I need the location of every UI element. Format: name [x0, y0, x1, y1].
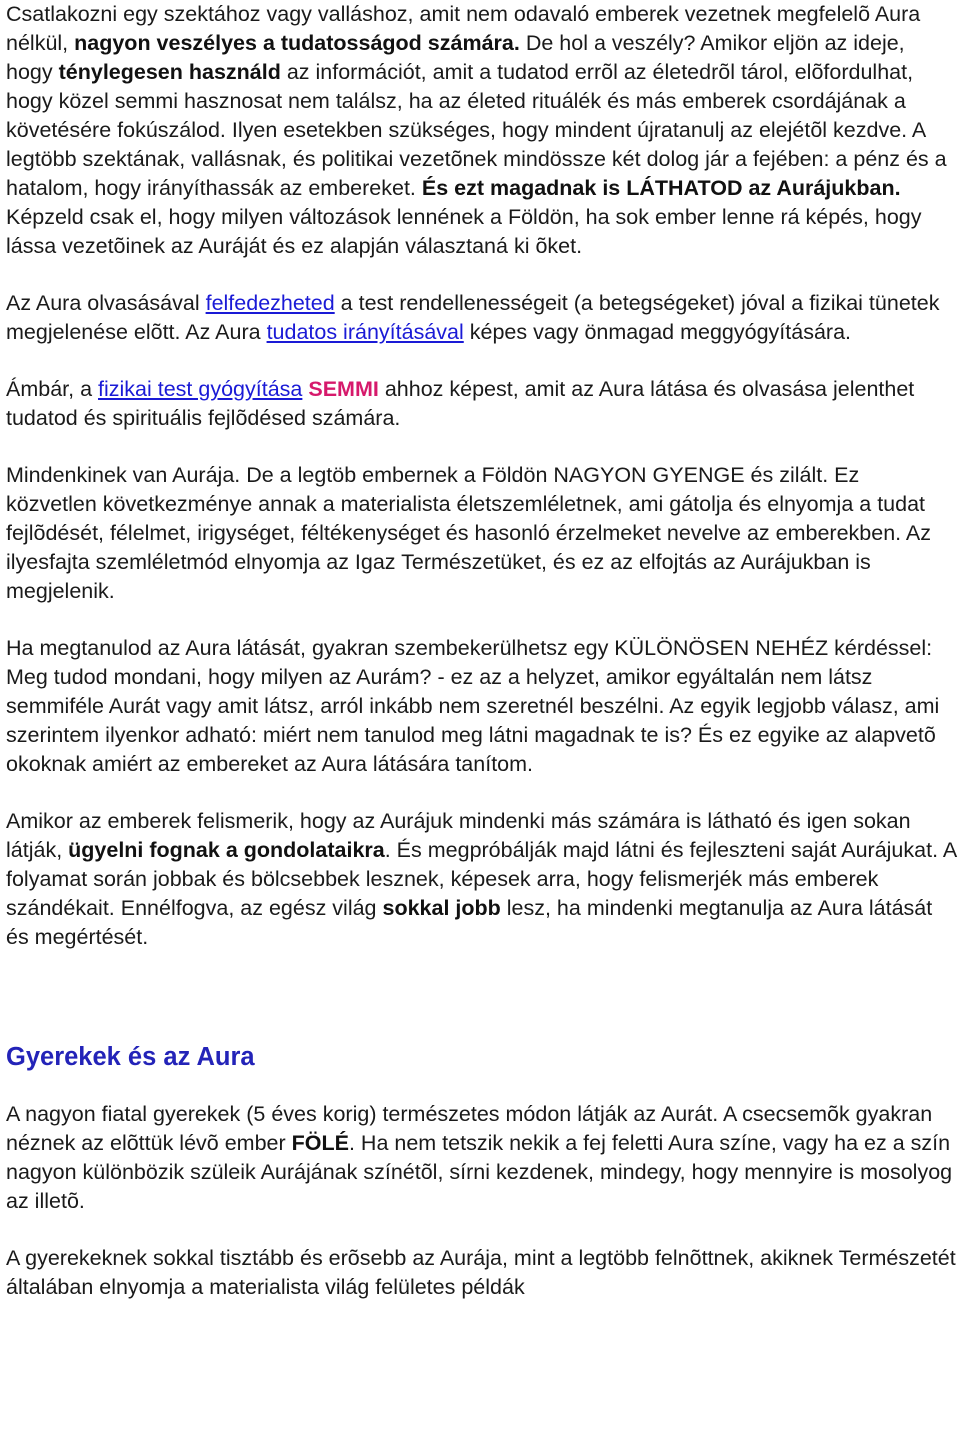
link-fizikai-test-gyogyitasa[interactable]: fizikai test gyógyítása [98, 377, 303, 401]
text-span: Ámbár, a [6, 377, 99, 401]
text-span: ahhoz képest, amit az Aura látása és olvasása jelenthet tudatod és spirituális fejlõdésed számára. [6, 377, 915, 430]
paragraph-hard-question: Ha megtanulod az Aura látását, gyakran szembekerülhetsz egy KÜLÖNÖSEN NEHÉZ kérdéssel: Meg tudod mondani, hogy milyen az Aurám? - ez az a helyzet, amikor egyáltalán nem látsz semmiféle Aurát vagy amit látsz, arról inkább nem szeretnél beszélni. Az egyik legjobb válasz, ami szerintem ilyenkor adható: miért nem tanulod meg látni magadnak te is? És ez egyike az alapvetõ okoknak amiért az embereket az Aura látására tanítom. [6, 636, 940, 776]
link-tudatos-iranyitasaval[interactable]: tudatos irányításával [266, 320, 464, 344]
paragraph-aura-reading [6, 289, 956, 347]
bold-text: És ezt magadnak is LÁTHATOD az Aurájukban. [421, 176, 901, 200]
text-span: képes vagy önmagad meggyógyítására. [463, 320, 851, 344]
text-span: a test rendellenességeit (a betegségeket) jóval a fizikai tünetek megjelenése elõtt. Az Aura [6, 291, 940, 344]
text-span: Csatlakozni egy szektához vagy valláshoz, amit nem odavaló emberek vezetnek megfelelõ Aura nélkül, [6, 2, 921, 55]
text-span: Az Aura olvasásával [6, 291, 206, 315]
text-span: . Ha nem tetszik nekik a fej feletti Aura színe, vagy ha ez a szín nagyon különbözik szüleik Aurájának színétõl, sírni kezdenek, mindegy, hogy mennyire is mosolyog az illetõ. [6, 1131, 953, 1213]
text-span: A nagyon fiatal gyerekek (5 éves korig) természetes módon látják az Aurát. A csecsemõk gyakran néznek az elõttük lévõ ember [6, 1102, 933, 1155]
bold-text: nagyon veszélyes a tudatosságod számára. [74, 31, 520, 55]
paragraph-healing [6, 375, 956, 433]
bold-text: ügyelni fognak a gondolataikra [68, 838, 385, 862]
bold-text: FÖLÉ [291, 1131, 349, 1155]
link-felfedezheted[interactable]: felfedezheted [205, 291, 335, 315]
paragraph-recognition [6, 807, 956, 952]
text-span: . És megpróbálják majd látni és fejleszteni saját Aurájukat. A folyamat során jobbak és bölcsebbek lesznek, képesek arra, hogy felismerjék más emberek szándékait. Ennélfogva, az egész világ [6, 838, 956, 920]
paragraph-children-aura: A gyerekeknek sokkal tisztább és erõsebb az Aurája, mint a legtöbb felnõttnek, akiknek Természetét általában elnyomja a materialista világ felületes példák [6, 1246, 956, 1299]
text-span: Képzeld csak el, hogy milyen változások lennének a Földön, ha sok ember lenne rá képés, hogy lássa vezetõinek az Auráját és ez alapján választaná ki õket. [6, 205, 922, 258]
paragraph-children [6, 1100, 956, 1216]
bold-text: sokkal jobb [382, 896, 501, 920]
text-span: az információt, amit a tudatod errõl az életedrõl tárol, elõfordulhat, hogy közel semmi hasznosat nem találsz, ha az életed rituálék és más emberek csordájának a követésére fokúszálod. Ilyen esetekben szükséges, hogy mindent újratanulj az elejétõl kezdve. A legtöbb szektának, vallásnak, és politikai vezetõnek mindössze két dolog jár a fejében: a pénz és a hatalom, hogy irányíthassák az embereket. [6, 60, 947, 200]
text-span: De hol a veszély? Amikor eljön az ideje, hogy [6, 31, 905, 84]
emphasis-text: SEMMI [308, 377, 379, 401]
text-span: Amikor az emberek felismerik, hogy az Aurájuk mindenki más számára is látható és igen sokan látják, [6, 809, 911, 862]
paragraph-everyone-has-aura: Mindenkinek van Aurája. De a legtöb embernek a Földön NAGYON GYENGE és zilált. Ez közvetlen következménye annak a materialista életszemléletnek, ami gátolja és elnyomja a tudat fejlõdését, félelmet, irigységet, féltékenységet és hasonló érzelmeket nevelve az emberekben. Az ilyesfajta szemléletmód elnyomja az Igaz Természetüket, és ez az elfojtás az Aurájukban is megjelenik. [6, 463, 932, 603]
section-heading: Gyerekek és az Aura [6, 1043, 255, 1071]
bold-text: ténylegesen használd [58, 60, 281, 84]
paragraph-cults-warning [6, 0, 956, 261]
text-span: lesz, ha mindenki megtanulja az Aura látását és megértését. [6, 896, 933, 949]
